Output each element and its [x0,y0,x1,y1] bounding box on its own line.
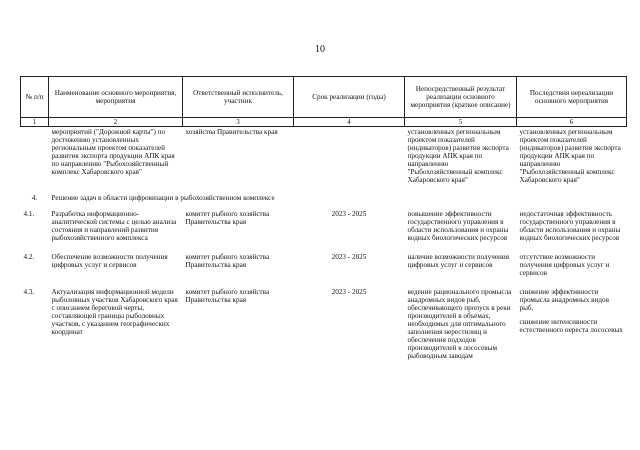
executor: комитет рыбного хозяйства Правительства края [185,209,270,226]
section-title: Решение задач в области цифровизации в рыбохозяйственном комплексе [51,194,275,203]
consequence: установленных региональным проектом показателей (индикаторов) развития экспорта продукции АПК края по направлению "Рыбохозяйственный комплекс Хабаровского края" [519,128,621,185]
activity-name: мероприятий ("Дорожной карты") по достижению установленных региональным проектом показателей развития экспорта продукции АПК края по направлению "Рыбохозяйственный комплекс Хабаровского края" [51,128,175,177]
consequence-line: снижение эффективности промысла анадромных видов рыб, [519,287,609,313]
executor: комитет рыбного хозяйства Правительства края [185,287,270,304]
table-row [21,209,627,243]
period: 2023 - 2025 [331,209,367,218]
table-row [21,243,627,278]
period: 2023 - 2025 [331,287,367,296]
column-number: 2 [49,118,183,127]
header-executor: Ответственный исполнитель, участник [183,77,294,118]
table-row [21,127,627,186]
executor: комитет рыбного хозяйства Правительства края [185,252,270,269]
activity-name: Актуализация информационной модели рыболовных участков Хабаровского края с описанием береговой черты, составляющей границы рыболовных участков, с указанием географических координат [51,287,178,337]
header-result: Непосредственный результат реализации основного мероприятия (краткое описание) [405,77,517,118]
activity-name: Разработка информационно-аналитической системы с целью анализа состояния и направлений развития рыбохозяйственного комплекса [51,209,177,242]
section-number: 4. [31,194,38,203]
row-number: 4.1. [23,209,35,218]
activity-name: Обеспечение возможности получения цифровых услуг и сервисов [51,252,168,269]
result: установленных региональным проектом показателей (индикаторов) развития экспорта продукции АПК края по направлению "Рыбохозяйственный комплекс Хабаровского края" [407,128,509,185]
consequence [517,278,627,362]
result: наличие возможности получения цифровых услуг и сервисов [407,252,510,269]
header-name: Наименование основного мероприятия, мероприятия [49,77,183,118]
result: ведение рационального промысла анадромных видов рыб, обеспечивающего пропуск в реки производителей в объемах, необходимых для оптимального заполнения нерестилищ и обеспечения подходов производителей к лососевым рыбоводным заводам [407,287,512,361]
program-table [20,76,627,362]
column-number: 3 [183,118,294,127]
page-number: 10 [315,44,325,55]
header-number: № п/п [21,77,49,118]
header-period: Срок реализации (годы) [294,77,405,118]
column-number: 1 [21,118,49,127]
column-number-row [21,118,627,127]
table-row [21,278,627,362]
column-number: 5 [405,118,517,127]
header-consequence: Последствия нереализации основного мероприятия [517,77,627,118]
consequence-line: снижение интенсивности естественного нереста лососевых [519,318,623,335]
executor: хозяйства Правительства края [185,128,278,136]
consequence: отсутствие возможности получения цифровых услуг и сервисов [519,252,610,277]
column-number: 6 [517,118,627,127]
row-number: 4.3. [23,287,35,296]
period: 2023 - 2025 [331,252,367,261]
section-row [21,185,627,208]
result: повышение эффективности государственного управления в области использования и охраны водных биологических ресурсов [407,209,509,242]
consequence: недостаточная эффективность государственного управления в области использования и охраны водных биологических ресурсов [519,209,621,242]
row-number: 4.2. [23,252,35,261]
column-number: 4 [294,118,405,127]
header-row [21,77,627,118]
